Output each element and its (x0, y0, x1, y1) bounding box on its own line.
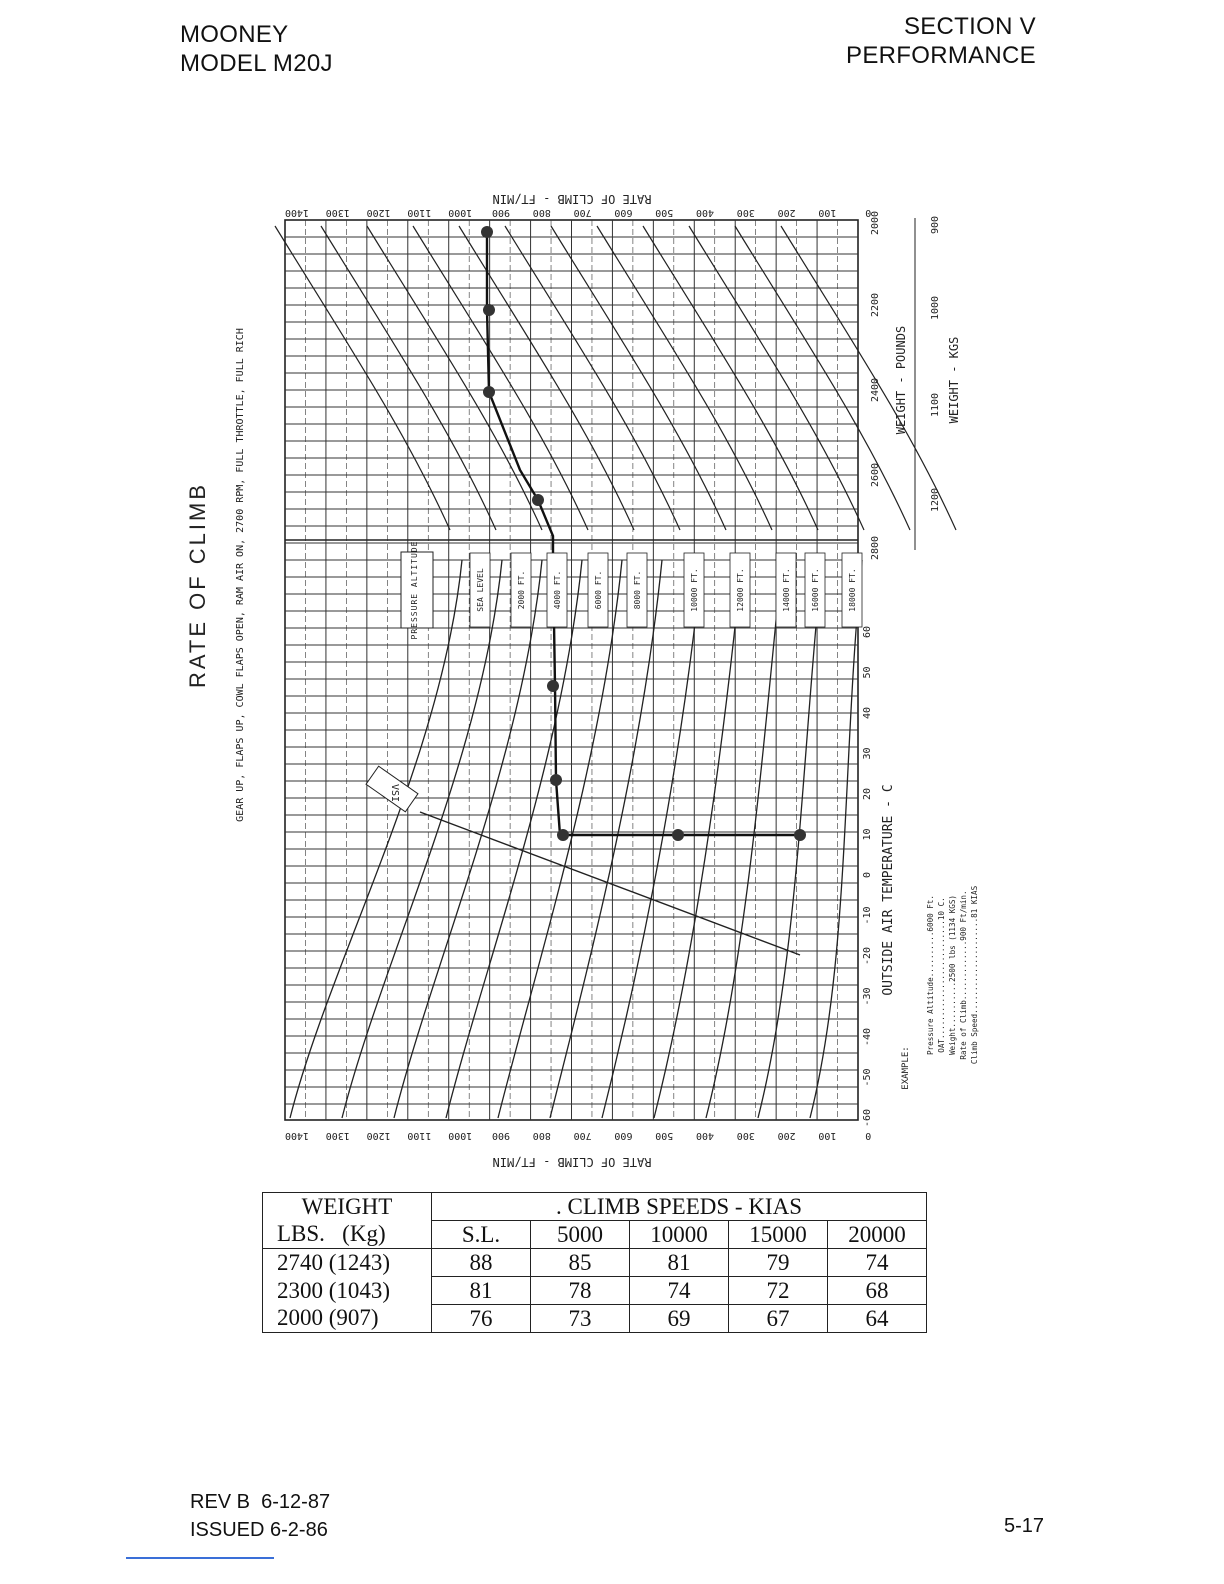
example-line: Pressure Altitude..........6000 Ft. (926, 894, 935, 1056)
roc-tick-label: 800 (532, 1130, 551, 1141)
chart-conditions: GEAR UP, FLAPS UP, COWL FLAPS OPEN, RAM AIR ON, 2700 RPM, FULL THROTTLE, FULL RICH (235, 328, 246, 822)
page-number: 5-17 (1004, 1515, 1045, 1537)
altitude-line (342, 560, 502, 1118)
roc-tick-label: 1400 (284, 1130, 310, 1141)
oat-tick-label: 10 (862, 828, 873, 841)
model: MODEL M20J (180, 50, 333, 77)
roc-tick-label: 700 (573, 1130, 592, 1141)
alt-header-20000: 20000 (828, 1221, 927, 1249)
speed-cell: 69 (630, 1305, 729, 1333)
oat-tick-label: 60 (862, 625, 873, 639)
weight-guide-line (321, 226, 496, 530)
weight-guide-line (367, 226, 542, 530)
roc-axis-label-top: RATE OF CLIMB - FT/MIN (492, 192, 652, 206)
oat-tick-label: 40 (862, 706, 873, 720)
altitude-label: 18000 FT. (848, 568, 857, 612)
alt-header-15000: 15000 (729, 1221, 828, 1249)
roc-tick-label: 100 (818, 1130, 837, 1141)
weight-guide-line (781, 226, 956, 530)
oat-tick-label: -40 (862, 1027, 873, 1047)
table-row (263, 1305, 927, 1333)
speed-cell: 81 (432, 1277, 531, 1305)
oat-tick-label: 50 (862, 666, 873, 679)
roc-tick-label: 900 (491, 207, 511, 218)
weight-guide-line (551, 226, 726, 530)
row-weight: 2000 (907) (263, 1305, 432, 1333)
roc-tick-label: 600 (614, 1130, 633, 1141)
roc-tick-label: 1000 (448, 207, 473, 218)
roc-tick-label: 500 (655, 207, 674, 218)
roc-tick-label: 500 (655, 1130, 674, 1141)
example-arrow-marker (481, 226, 493, 238)
weight-pounds-label: WEIGHT - POUNDS (894, 325, 908, 435)
roc-tick-label: 800 (532, 207, 551, 218)
weight-tick-label: 2600 (870, 462, 881, 488)
weight-tick-label: 2800 (870, 535, 881, 561)
speed-cell: 81 (630, 1249, 729, 1277)
roc-tick-label: 300 (736, 207, 755, 218)
chart-curves (275, 226, 956, 1118)
oat-tick-label: -50 (862, 1068, 873, 1087)
oat-tick-label: -30 (862, 987, 873, 1006)
weight-guide-line (643, 226, 818, 530)
roc-tick-label: 1300 (325, 1130, 350, 1141)
roc-tick-label: 200 (777, 1130, 796, 1141)
weight-guide-line (735, 226, 910, 530)
weight-units-header: LBS. (Kg) (263, 1221, 432, 1249)
roc-tick-label: 400 (695, 207, 715, 218)
chart-title: RATE OF CLIMB (185, 481, 210, 689)
roc-tick-label: 1200 (366, 1130, 391, 1141)
example-line: Climb Speed.....................81 KIAS (970, 885, 979, 1065)
vsi-label: VSI (389, 783, 400, 803)
weight-tick-label: 2400 (870, 377, 881, 403)
oat-tick-label: -10 (862, 906, 873, 925)
speed-cell: 74 (630, 1277, 729, 1305)
example-line: Weight..........2500 lbs (1134 KGS) (948, 894, 957, 1056)
speed-cell: 85 (531, 1249, 630, 1277)
altitude-line (290, 560, 462, 1118)
roc-tick-label: 300 (736, 1130, 755, 1141)
weight-kg-tick-label: 1200 (930, 487, 941, 513)
altitude-label: 10000 FT. (690, 568, 699, 612)
alt-header-10000: 10000 (630, 1221, 729, 1249)
row-weight: 2300 (1043) (263, 1277, 432, 1305)
table-row (263, 1277, 927, 1305)
row-weight: 2740 (1243) (263, 1249, 432, 1277)
weight-guide-line (413, 226, 588, 530)
oat-tick-label: 0 (862, 871, 873, 879)
altitude-label: 4000 FT. (553, 570, 562, 610)
speed-cell: 74 (828, 1249, 927, 1277)
revision-date: REV B 6-12-87 (190, 1491, 331, 1513)
oat-tick-label: 30 (862, 747, 873, 760)
chart-grid (285, 220, 858, 1120)
example-arrow-marker (557, 829, 569, 841)
speed-cell: 88 (432, 1249, 531, 1277)
example-arrow-marker (550, 774, 562, 786)
weight-tick-label: 2200 (870, 292, 881, 318)
roc-tick-label: 1100 (407, 1130, 432, 1141)
table-row (263, 1249, 927, 1277)
weight-header: WEIGHT (263, 1193, 432, 1221)
roc-tick-label: 0 (865, 1130, 872, 1141)
roc-tick-label: 100 (818, 207, 837, 218)
altitude-line (810, 560, 862, 1118)
altitude-label: SEA LEVEL (476, 568, 485, 612)
speed-cell: 79 (729, 1249, 828, 1277)
roc-tick-label: 400 (695, 1130, 715, 1141)
roc-tick-label: 1100 (407, 207, 432, 218)
altitude-label: 16000 FT. (811, 568, 820, 612)
speed-cell: 64 (828, 1305, 927, 1333)
weight-kg-tick-label: 900 (930, 215, 941, 235)
altitude-label: 8000 FT. (633, 570, 642, 610)
weight-kg-tick-label: 1000 (930, 295, 941, 321)
oat-tick-label: 20 (862, 787, 873, 801)
example-arrow-marker (532, 494, 544, 506)
roc-tick-label: 0 (865, 207, 872, 218)
pressure-altitude-label: PRESSURE ALTITUDE (410, 540, 419, 640)
altitude-label: 2000 FT. (517, 570, 526, 610)
example-arrow-marker (483, 304, 495, 316)
manufacturer: MOONEY (180, 21, 289, 48)
speed-cell: 73 (531, 1305, 630, 1333)
weight-guide-line (275, 226, 450, 530)
altitude-label: 12000 FT. (736, 568, 745, 612)
example-arrow-marker (547, 680, 559, 692)
example-arrow-marker (483, 386, 495, 398)
section-title: PERFORMANCE (846, 42, 1036, 69)
weight-kgs-label: WEIGHT - KGS (947, 336, 961, 424)
speed-cell: 78 (531, 1277, 630, 1305)
roc-tick-label: 1000 (448, 1130, 473, 1141)
altitude-line (654, 560, 742, 1118)
speed-cell: 67 (729, 1305, 828, 1333)
altitude-label: 6000 FT. (594, 570, 603, 610)
example-line: OAT..........................10 C. (937, 897, 946, 1053)
oat-axis-label: OUTSIDE AIR TEMPERATURE - C (881, 784, 896, 996)
roc-tick-label: 200 (777, 207, 796, 218)
oat-tick-label: -60 (862, 1108, 873, 1128)
roc-tick-label: 1300 (325, 207, 350, 218)
speed-cell: 72 (729, 1277, 828, 1305)
oat-tick-label: -20 (862, 946, 873, 966)
example-line: Rate of Climb.............900 Ft/min. (959, 890, 968, 1060)
roc-tick-label: 600 (614, 207, 633, 218)
bottom-rule (126, 1557, 274, 1559)
roc-tick-label: 700 (573, 207, 592, 218)
altitude-line (758, 560, 822, 1118)
roc-tick-label: 1200 (366, 207, 391, 218)
roc-axis-label-bottom: RATE OF CLIMB - FT/MIN (492, 1155, 652, 1169)
altitude-line (706, 560, 782, 1118)
climb-speeds-table (262, 1192, 927, 1333)
weight-guide-line (597, 226, 772, 530)
example-arrow-marker (672, 829, 684, 841)
roc-tick-label: 900 (491, 1130, 511, 1141)
altitude-label: 14000 FT. (782, 568, 791, 612)
alt-header-5000: 5000 (531, 1221, 630, 1249)
alt-header-sl: S.L. (432, 1221, 531, 1249)
speed-cell: 76 (432, 1305, 531, 1333)
example-heading: EXAMPLE: (901, 1046, 911, 1090)
weight-tick-label: 2000 (870, 210, 881, 236)
example-arrow-marker (794, 829, 806, 841)
weight-guide-line (459, 226, 634, 530)
climb-speeds-header: . CLIMB SPEEDS - KIAS (432, 1193, 927, 1221)
issued-date: ISSUED 6-2-86 (190, 1519, 328, 1541)
example-path (487, 232, 800, 835)
weight-kg-tick-label: 1100 (930, 392, 941, 418)
footer-revision (190, 1488, 330, 1544)
speed-cell: 68 (828, 1277, 927, 1305)
roc-tick-label: 1400 (284, 207, 310, 218)
section-number: SECTION V (903, 13, 1036, 40)
